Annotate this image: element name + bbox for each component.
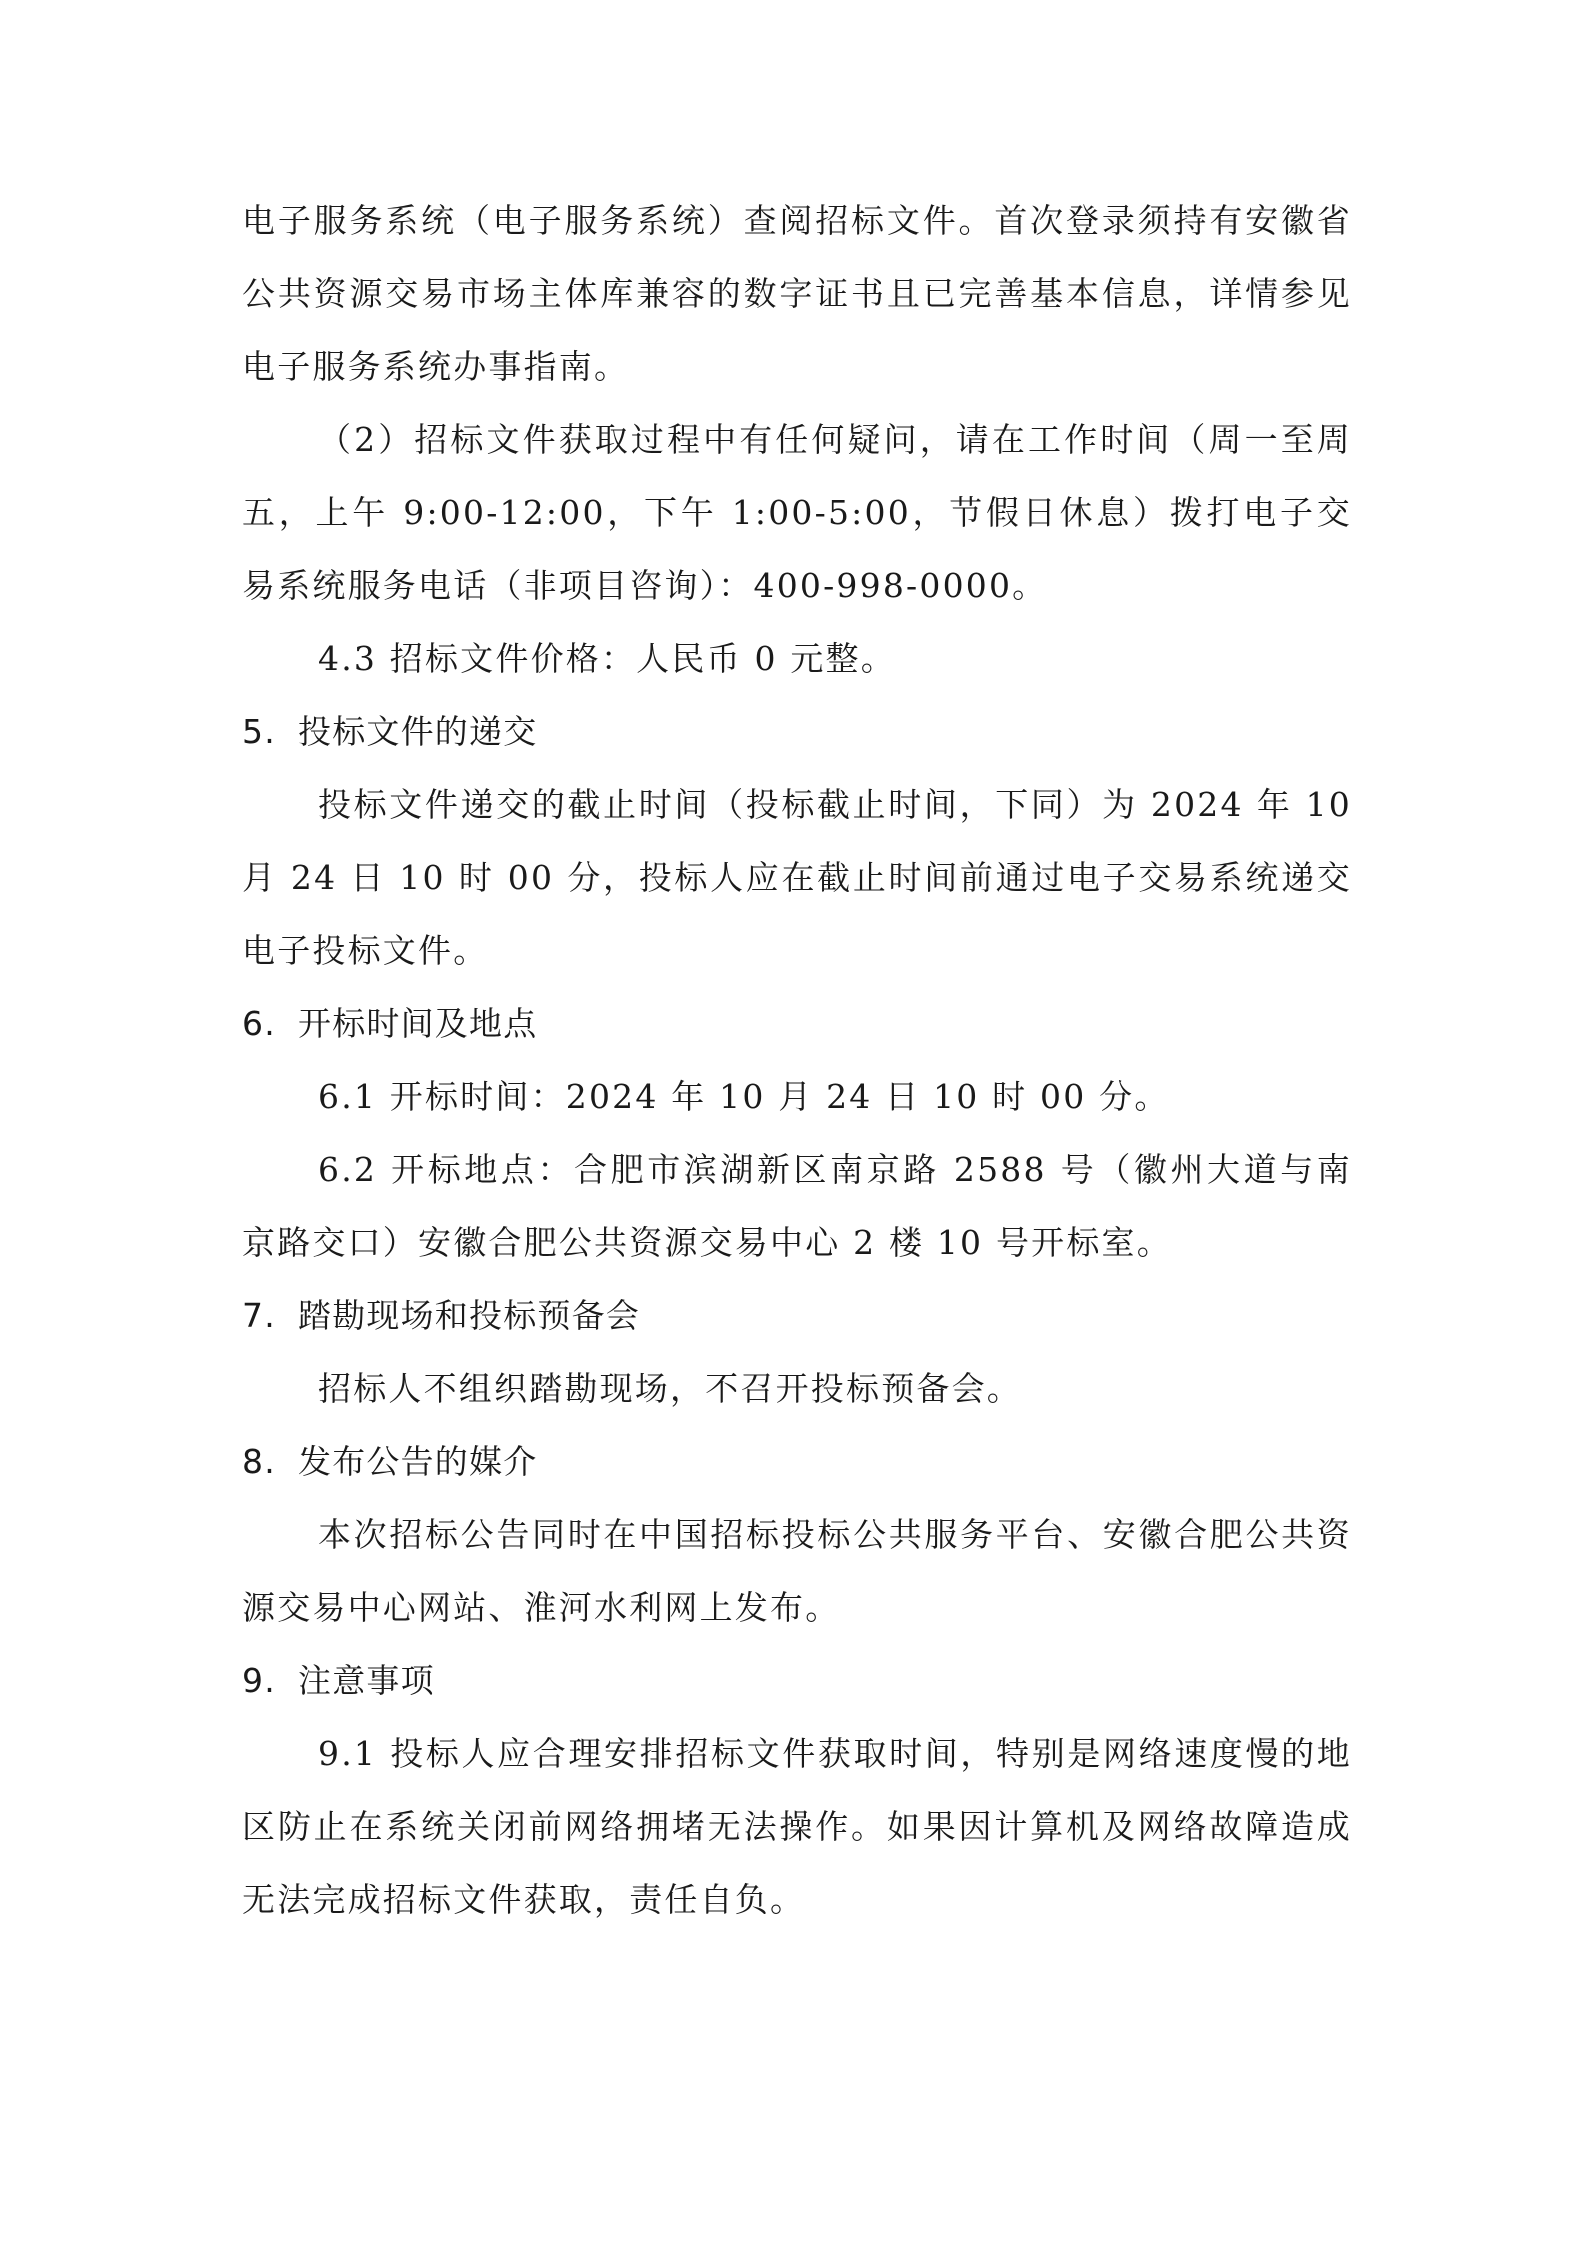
section-title: 发布公告的媒介 [298,1442,538,1481]
section-title: 投标文件的递交 [298,712,538,751]
paragraph-media: 本次招标公告同时在中国招标投标公共服务平台、安徽合肥公共资源交易中心网站、淮河水利网上发布。 [242,1515,1352,1627]
paragraph-opening-location: 6.2 开标地点：合肥市滨湖新区南京路 2588 号（徽州大道与南京路交口）安徽合肥公共资源交易中心 2 楼 10 号开标室。 [242,1150,1352,1262]
section-number: 6. [242,1004,276,1043]
section-heading-site-visit [242,1279,1352,1352]
section-title: 注意事项 [298,1661,435,1700]
section-number: 5. [242,712,276,751]
section-number: 9. [242,1661,276,1700]
paragraph-submission-deadline: 投标文件递交的截止时间（投标截止时间，下同）为 2024 年 10 月 24 日 10 时 00 分，投标人应在截止时间前通过电子交易系统递交电子投标文件。 [242,785,1352,970]
section-heading-opening [242,987,1352,1060]
paragraph-notes: 9.1 投标人应合理安排招标文件获取时间，特别是网络速度慢的地区防止在系统关闭前网络拥堵无法操作。如果因计算机及网络故障造成无法完成招标文件获取，责任自负。 [242,1734,1352,1919]
paragraph-opening-time: 6.1 开标时间：2024 年 10 月 24 日 10 时 00 分。 [318,1077,1170,1116]
section-heading-submission [242,695,1352,768]
paragraph-site-visit: 招标人不组织踏勘现场，不召开投标预备会。 [318,1369,1022,1408]
document-page [242,184,1352,1936]
section-title: 开标时间及地点 [298,1004,538,1043]
section-heading-media [242,1425,1352,1498]
paragraph-inquiry-hotline: （2）招标文件获取过程中有任何疑问，请在工作时间（周一至周五，上午 9:00-12:00，下午 1:00-5:00，节假日休息）拨打电子交易系统服务电话（非项目咨询）：400-998-0000。 [242,420,1352,605]
section-number: 7. [242,1296,276,1335]
paragraph-access-system: 电子服务系统（电子服务系统）查阅招标文件。首次登录须持有安徽省公共资源交易市场主体库兼容的数字证书且已完善基本信息，详情参见电子服务系统办事指南。 [242,201,1352,386]
paragraph-document-price: 4.3 招标文件价格：人民币 0 元整。 [318,639,896,678]
section-title: 踏勘现场和投标预备会 [298,1296,640,1335]
section-heading-notes [242,1644,1352,1717]
section-number: 8. [242,1442,276,1481]
